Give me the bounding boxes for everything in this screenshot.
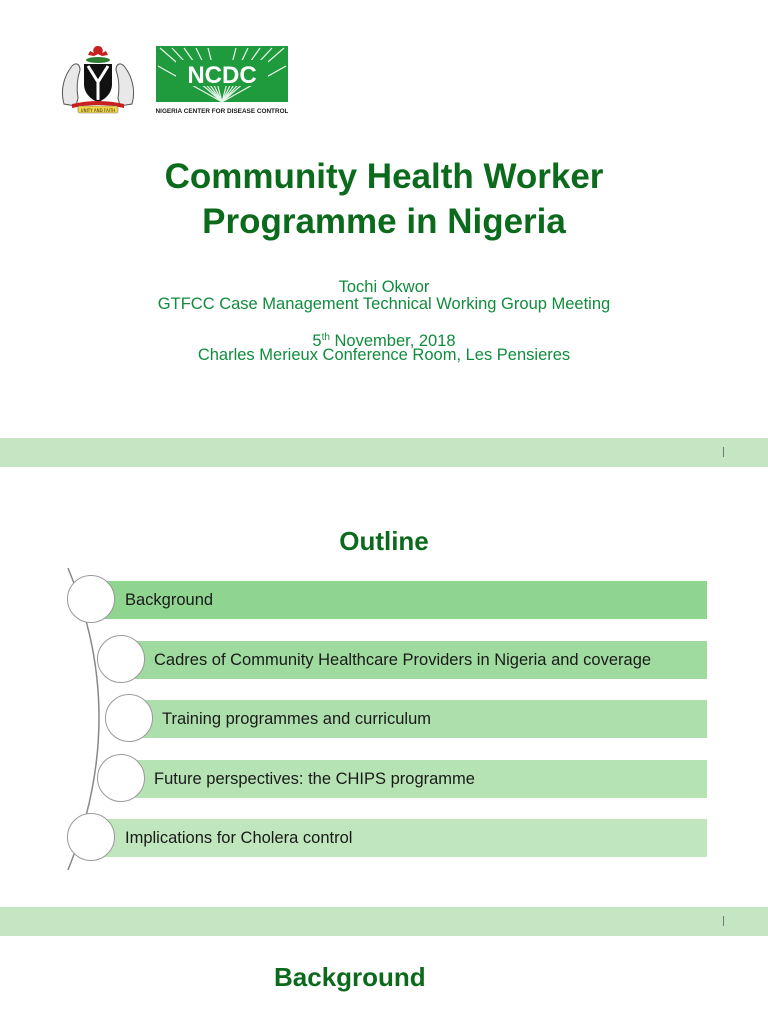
page-marker <box>723 916 724 926</box>
event-venue: Charles Merieux Conference Room, Les Pensieres <box>197 346 571 364</box>
outline-bullet-circle <box>97 754 145 802</box>
outline-item-training <box>138 700 707 738</box>
date-day: 5 <box>312 332 322 350</box>
outline-item-label: Implications for Cholera control <box>125 828 353 847</box>
slide-separator <box>0 907 768 936</box>
outline-item-label: Background <box>125 590 214 609</box>
slide-title-line1: Community Health Worker <box>164 157 604 196</box>
event-name: GTFCC Case Management Technical Working Group Meeting <box>157 295 611 313</box>
slide-separator <box>0 438 768 467</box>
outline-title: Outline <box>339 526 429 556</box>
date-suffix: th <box>321 332 330 343</box>
outline-item-cholera <box>100 819 707 857</box>
slide-title-line2: Programme in Nigeria <box>202 202 566 241</box>
outline-bullet-circle <box>67 813 115 861</box>
date-rest: November, 2018 <box>329 332 456 350</box>
ncdc-logo <box>156 46 288 116</box>
page-marker <box>723 447 724 457</box>
outline-bullet-circle <box>97 635 145 683</box>
outline-bullet-circle <box>67 575 115 623</box>
outline-item-label: Training programmes and curriculum <box>162 709 431 728</box>
presenter-name: Tochi Okwor <box>338 278 430 296</box>
outline-bullet-circle <box>105 694 153 742</box>
coat-of-arms-logo <box>54 42 142 116</box>
outline-item-cadres <box>130 641 707 679</box>
outline-item-label: Cadres of Community Healthcare Providers in Nigeria and coverage <box>154 650 652 669</box>
ncdc-logo-subtext: NIGERIA CENTER FOR DISEASE CONTROL <box>156 108 288 115</box>
coat-motto: UNITY AND FAITH <box>80 108 116 113</box>
outline-item-future <box>130 760 707 798</box>
ncdc-logo-text: NCDC <box>187 62 257 89</box>
background-slide-title: Background <box>274 962 426 992</box>
outline-item-label: Future perspectives: the CHIPS programme <box>154 769 475 788</box>
outline-item-background <box>100 581 707 619</box>
